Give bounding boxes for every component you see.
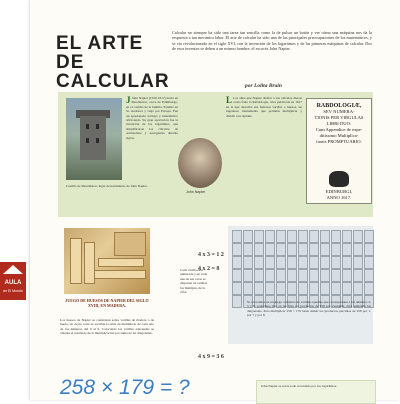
biography-column-2: L Los años que Napier dedicó a sus cálculos dieron como fruto la Rabdología, obra publicada en 1617 en la que describe sus famosas varillas o huesos, un ingenioso instrumento que permitía multiplicar y dividir con rapidez. xyxy=(226,95,302,118)
big-equation: 258 × 179 = ? xyxy=(60,376,190,399)
rod-cell xyxy=(342,269,352,282)
rod-cell xyxy=(254,243,264,256)
rod-cell xyxy=(331,256,341,269)
rod-cell xyxy=(331,230,341,243)
rod-cell xyxy=(309,243,319,256)
rod-cell xyxy=(254,282,264,295)
rod-cell xyxy=(364,243,374,256)
rod-cell xyxy=(232,282,242,295)
equation-3: 4 x 9 = 3 6 xyxy=(198,354,224,360)
rod-cell xyxy=(243,269,253,282)
rod-cell xyxy=(309,230,319,243)
rod-cell xyxy=(276,269,286,282)
rod-cell xyxy=(342,243,352,256)
rod-cell xyxy=(254,230,264,243)
rod-cell xyxy=(232,256,242,269)
rod-cell xyxy=(254,269,264,282)
rod-cell xyxy=(298,230,308,243)
rods-description: Los huesos de Napier se construían sobre varillas de madera o de hueso, en cuyas caras se escribía la tabla de multiplicar de cada uno de los números del 0 al 9. Colocando las varillas adecuadas se obtenía el resultado de la multiplicación por suma de las diagonales. xyxy=(60,318,154,336)
rod-cell xyxy=(298,282,308,295)
rod-cell xyxy=(276,256,286,269)
rod-cell xyxy=(309,282,319,295)
rod-cell xyxy=(353,243,363,256)
rod-cell xyxy=(320,243,330,256)
rod-cell xyxy=(320,282,330,295)
rod-cell xyxy=(298,269,308,282)
rod-cell xyxy=(364,269,374,282)
rod-cell xyxy=(265,256,275,269)
page-title: EL ARTE DE CALCULAR xyxy=(56,33,170,92)
rod-cell xyxy=(232,243,242,256)
rod-cell xyxy=(287,243,297,256)
rod-cell xyxy=(265,282,275,295)
rod-cell xyxy=(309,256,319,269)
rod-cell xyxy=(243,282,253,295)
rod-cell xyxy=(287,269,297,282)
rod-cell xyxy=(353,230,363,243)
bottom-note-box xyxy=(256,380,376,404)
rod-cell xyxy=(298,256,308,269)
logo-subtitle: de El Mundo xyxy=(3,289,23,293)
rod-cell xyxy=(364,256,374,269)
napier-portrait xyxy=(178,138,222,188)
rod-cell xyxy=(342,256,352,269)
intro-paragraph: Calcular no siempre ha sido una tarea tan sencilla como la de pulsar un botón y ver cómo una máquina nos da la respuesta a tan mecánica labor. El arte de calcular ha sido una de las principales preocupaciones de los matemáticos, y se vio revolucionado en el siglo XVI, con la invención de los logaritmos y de las primeras máquinas de calcular. Dos de esos inventos se deben a un mismo hombre, el escocés John Napier. xyxy=(172,30,372,52)
rod-cell xyxy=(232,230,242,243)
rod-cell xyxy=(331,282,341,295)
rod-cell xyxy=(364,282,374,295)
rod-cell xyxy=(243,256,253,269)
rod-cell xyxy=(243,243,253,256)
rod-cell xyxy=(320,269,330,282)
house-icon xyxy=(3,265,23,274)
rod-cell xyxy=(287,230,297,243)
rod-cell xyxy=(320,256,330,269)
rod-cell xyxy=(232,295,242,308)
emblem-icon xyxy=(329,171,349,187)
portrait-caption: John Napier xyxy=(186,190,206,194)
rod-cell xyxy=(353,269,363,282)
rod-cell xyxy=(298,243,308,256)
rod-cell xyxy=(232,269,242,282)
rod-cell xyxy=(342,230,352,243)
book-title-text: RABDOLOGIÆ, SEV NUMERA- TIONIS PER VIRGULAS LIBRI DUO: Cum Appendice de expe- ditissimo Multiplica- tionis PROMPTUARIO. xyxy=(314,103,364,144)
rods-grid-diagram xyxy=(228,226,373,344)
rod-cell xyxy=(287,256,297,269)
rod-cell xyxy=(287,282,297,295)
logo-name: AULA xyxy=(4,280,22,286)
rod-cell xyxy=(331,243,341,256)
napier-rods-photo xyxy=(64,228,150,294)
rabdologiae-title-page: RABDOLOGIÆ, SEV NUMERA- TIONIS PER VIRGULAS LIBRI DUO: Cum Appendice de expe- ditissimo Multiplica- tionis PROMPTUARIO. EDINBURGI, ANNO 1617. xyxy=(306,98,372,204)
rods-caption: JUEGO DE HUESOS DE NAPIER DEL SIGLO XVIII, EN MADERA. xyxy=(65,298,149,308)
author-byline: por Lolita Brain xyxy=(245,83,282,89)
rod-cell xyxy=(309,269,319,282)
rod-cell xyxy=(353,256,363,269)
rods-side-text: Cada varilla está numerada y en cada una de sus caras se disponen en casillas los múltiplos de la cifra. xyxy=(180,268,208,295)
biography-column-1: J John Napier (1550-1617) nació en Merchiston, cerca de Edimburgo, en el castillo de la familia. Estudió en St. Andrews y viajó por Europa. Fue un apasionado teólogo y matemático aficionado. Su gran aportación fue la invención de los logaritmos, que simplificaron los cálculos de astrónomos y navegantes durante siglos. xyxy=(126,95,179,140)
bottom-note: John Napier es sobre todo recordado por los logaritmos. xyxy=(261,384,337,388)
rod-cell xyxy=(331,269,341,282)
rod-cell xyxy=(320,230,330,243)
rod-cell xyxy=(265,243,275,256)
rod-cell xyxy=(265,269,275,282)
castle-photo xyxy=(66,98,122,180)
castle-caption: Castillo de Merchiston, lugar de nacimiento de John Napier. xyxy=(66,184,148,188)
rod-cell xyxy=(265,230,275,243)
rod-cell xyxy=(364,230,374,243)
equation-2: 4 x 2 = 8 xyxy=(198,266,220,272)
rod-cell xyxy=(254,256,264,269)
rod-cell xyxy=(276,243,286,256)
rod-cell xyxy=(276,282,286,295)
rods-explanation: Si colocamos en un juego completo de varillas aquellas que corresponden a los números 2, 5 y 8, podremos leer en las filas los productos de 258 por cualquier cifra sumando las diagonales. Para multiplicar 258 × 179 basta sumar los productos parciales de 258 por 1, por 7 y por 9. xyxy=(247,300,371,318)
rod-cell xyxy=(276,230,286,243)
rod-cell xyxy=(243,230,253,243)
rod-cell xyxy=(342,282,352,295)
aula-logo xyxy=(0,262,26,300)
equation-1: 4 x 3 = 1 2 xyxy=(198,252,224,258)
rod-cell xyxy=(353,282,363,295)
